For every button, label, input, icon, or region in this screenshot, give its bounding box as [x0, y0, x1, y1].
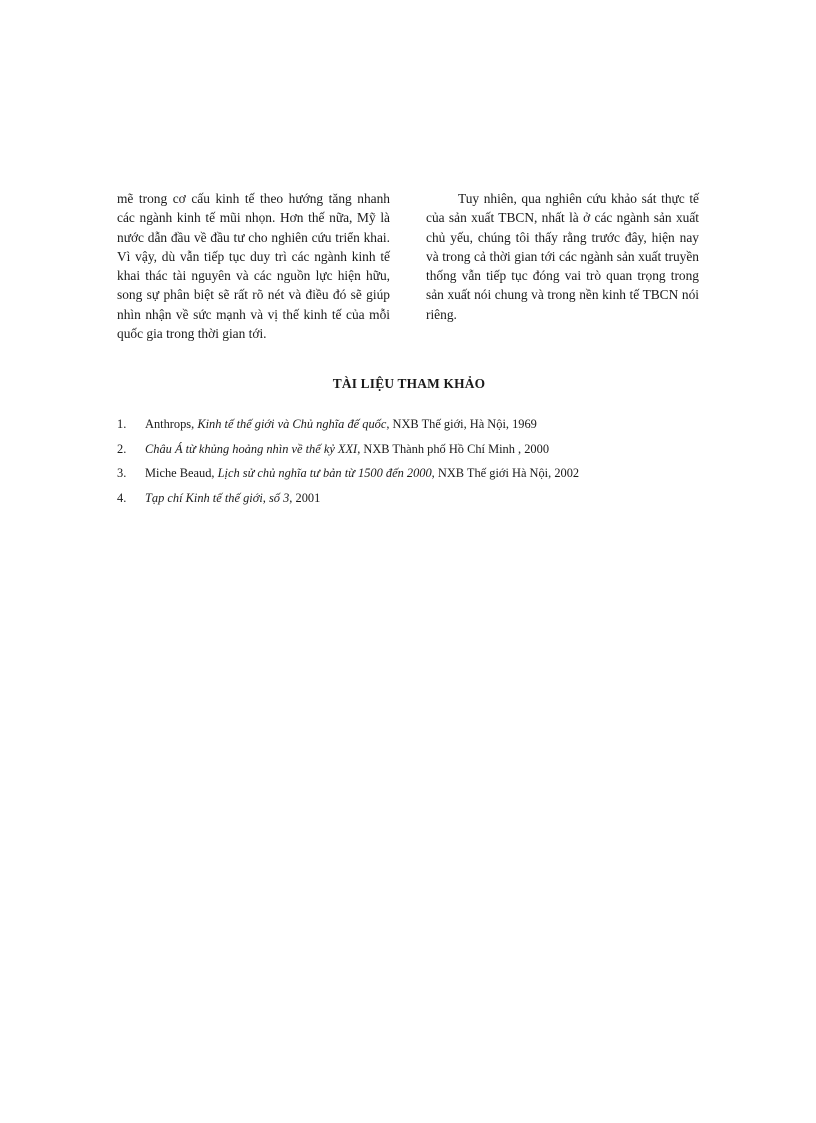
reference-title: Kinh tế thế giới và Chủ nghĩa đế quốc [197, 417, 387, 431]
references-list [117, 415, 717, 513]
reference-title: Châu Á từ khủng hoảng nhìn về thế kỷ XXI [145, 441, 358, 456]
reference-title: Tạp chí Kinh tế thế giới, số 3 [145, 490, 290, 505]
reference-item [117, 440, 717, 465]
right-column-text: Tuy nhiên, qua nghiên cứu khảo sát thực tế của sản xuất TBCN, nhất là ở các ngành sản xuất chủ yếu, chúng tôi thấy rằng trước đây, hiện nay và trong cả thời gian tới các ngành sản xuất truyền thống vẫn tiếp tục đóng vai trò quan trọng trong sản xuất nói chung và trong nền kinh tế TBCN nói riêng. [426, 191, 699, 322]
reference-item [117, 489, 717, 514]
reference-title: Lịch sử chủ nghĩa tư bản từ 1500 đến 2000 [217, 466, 432, 480]
reference-number: 2. [117, 441, 127, 456]
reference-item [117, 415, 717, 440]
reference-publisher: , NXB Thành phố Hồ Chí Minh , 2000 [357, 441, 550, 456]
reference-publisher: , 2001 [289, 490, 321, 505]
reference-number: 1. [117, 417, 127, 431]
reference-author: Miche Beaud, [145, 466, 215, 480]
reference-publisher: , NXB Thế giới, Hà Nội, 1969 [386, 417, 537, 431]
references-heading: TÀI LIỆU THAM KHẢO [332, 376, 486, 391]
reference-item [117, 464, 717, 489]
reference-number: 4. [117, 490, 127, 505]
left-column-paragraph: mẽ trong cơ cấu kinh tế theo hướng tăng nhanh các ngành kinh tế mũi nhọn. Hơn thế nữa, Mỹ là nước dẫn đầu về đầu tư cho nghiên cứu triển khai. Vì vậy, dù vẫn tiếp tục duy trì các ngành kinh tế khai thác tài nguyên và các nguồn lực hiện hữu, song sự phân biệt sẽ rất rõ nét và điều đó sẽ giúp nhìn nhận về sức mạnh và vị thế kinh tế của mỗi quốc gia trong thời gian tới. [117, 191, 390, 342]
reference-publisher: , NXB Thế giới Hà Nội, 2002 [431, 466, 580, 480]
reference-author: Anthrops, [145, 417, 195, 431]
right-column-paragraph [426, 189, 699, 324]
reference-number: 3. [117, 466, 127, 480]
